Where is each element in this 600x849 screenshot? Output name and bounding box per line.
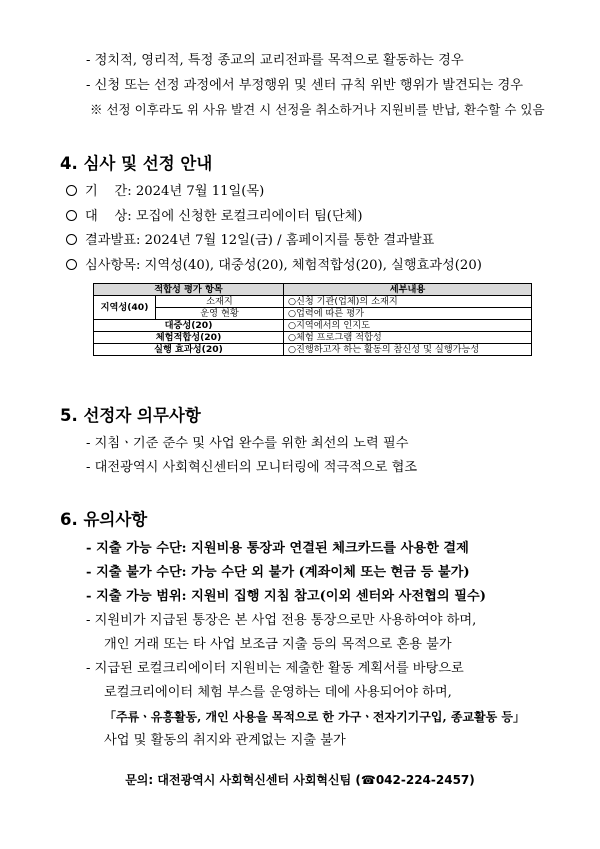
table-row: 대중성(20) ○지역에서의 인지도: [94, 320, 532, 332]
table-row: 운영 현황 ○업력에 따른 평가: [94, 308, 532, 320]
caution-item-2: - 지급된 로컬크리에이터 지원비는 제출한 활동 계획서를 바탕으로: [86, 661, 464, 676]
table-row: 지역성(40) 소재지 ○신청 기관(업체)의 소재지: [94, 296, 532, 308]
evaluation-table: [93, 283, 532, 356]
circle-bullet-icon: [66, 210, 77, 221]
table-row: 체험적합성(20) ○체험 프로그램 적합성: [94, 332, 532, 344]
circle-bullet-icon: [66, 185, 77, 196]
review-item-criteria: 심사항목: 지역성(40), 대중성(20), 체험적합성(20), 실행효과성(20): [66, 257, 482, 275]
obligation-item-1: - 지침ㆍ기준 준수 및 사업 완수를 위한 최선의 노력 필수: [86, 436, 409, 451]
exclusion-note: ※ 선정 이후라도 위 사유 발견 시 선정을 취소하거나 지원비를 반납, 환수할 수 있음: [90, 102, 545, 117]
caution-bold-item-1: - 지출 가능 수단: 지원비용 통장과 연결된 체크카드를 사용한 결제: [86, 541, 469, 556]
caution-bold-item-3: - 지출 가능 범위: 지원비 집행 지침 참고(이외 센터와 사전협의 필수): [86, 589, 486, 604]
table-header-criteria: 적합성 평가 항목: [94, 284, 284, 296]
section-6-heading: 6. 유의사항: [60, 510, 148, 529]
table-header-details: 세부내용: [284, 284, 532, 296]
table-row: 실행 효과성(20) ○진행하고자 하는 활동의 참신성 및 실행가능성: [94, 344, 532, 356]
caution-item-2-cont: 로컬크리에이터 체험 부스를 운영하는 데에 사용되어야 하며,: [104, 685, 452, 700]
caution-item-2-end: 사업 및 활동의 취지와 관계없는 지출 불가: [104, 733, 346, 748]
caution-bold-item-2: - 지출 불가 수단: 가능 수단 외 불가 (계좌이체 또는 현금 등 불가): [86, 565, 470, 580]
exclusion-item-1: - 정치적, 영리적, 특정 종교의 교리전파를 목적으로 활동하는 경우: [86, 53, 464, 68]
exclusion-item-2: - 신청 또는 선정 과정에서 부정행위 및 센터 규칙 위반 행위가 발견되는 경우: [86, 78, 523, 93]
obligation-item-2: - 대전광역시 사회혁신센터의 모니터링에 적극적으로 협조: [86, 460, 418, 475]
review-item-announcement: 결과발표: 2024년 7월 12일(금) / 홈페이지를 통한 결과발표: [66, 232, 434, 250]
section-5-heading: 5. 선정자 의무사항: [60, 406, 201, 425]
caution-item-1-cont: 개인 거래 또는 타 사업 보조금 지출 등의 목적으로 혼용 불가: [104, 637, 452, 652]
circle-bullet-icon: [66, 234, 77, 245]
review-item-period: 기 간: 2024년 7월 11일(목): [66, 183, 264, 201]
circle-bullet-icon: [66, 259, 77, 270]
caution-item-2-prohibited: 「주류ㆍ유흥활동, 개인 사용을 목적으로 한 가구ㆍ전자기기구입, 종교활동 등」: [104, 710, 525, 724]
section-4-heading: 4. 심사 및 선정 안내: [60, 154, 213, 173]
caution-item-1: - 지원비가 지급된 통장은 본 사업 전용 통장으로만 사용하여야 하며,: [86, 613, 477, 628]
contact-footer: 문의: 대전광역시 사회혁신센터 사회혁신팀 (☎042-224-2457): [125, 773, 475, 787]
review-item-target: 대 상: 모집에 신청한 로컬크리에이터 팀(단체): [66, 208, 363, 226]
